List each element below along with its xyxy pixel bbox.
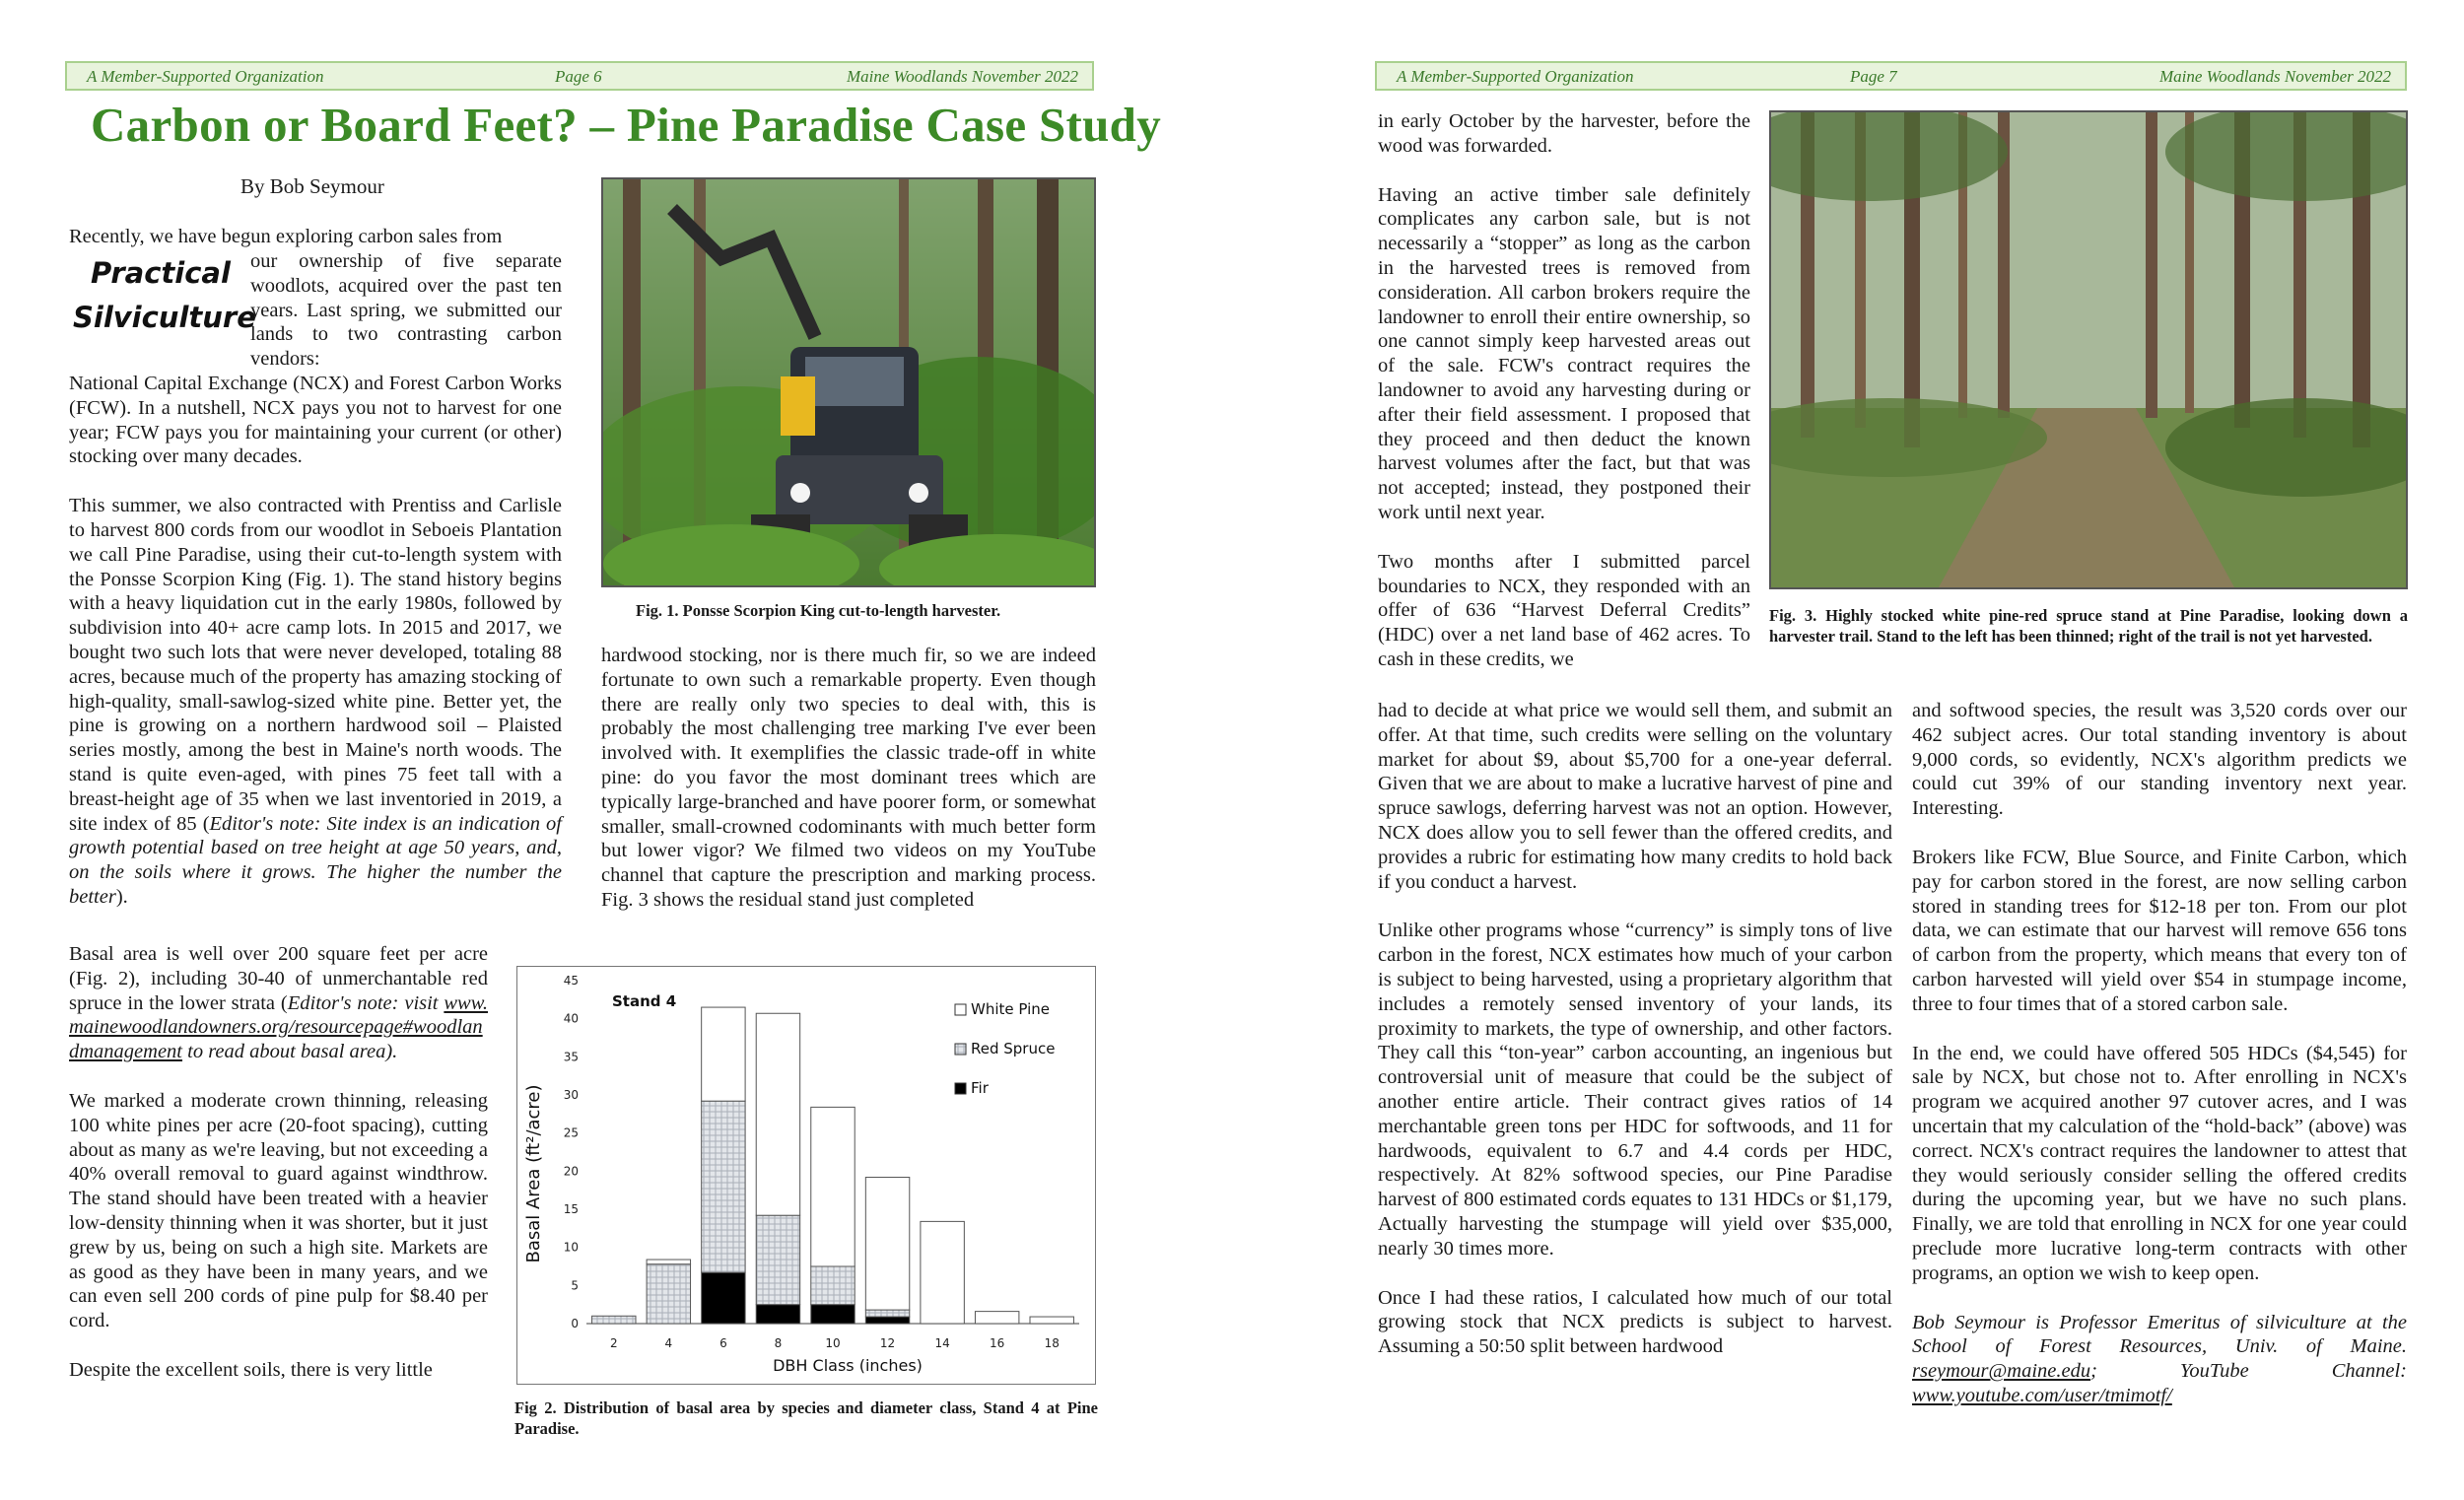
y-tick-label: 10 — [563, 1240, 579, 1255]
page-header — [65, 61, 1094, 91]
paragraph: Unlike other programs whose “currency” is simply tons of live carbon in the forest, NCX estimates how much of your carbon is subject to being harvested, using a proprietary algorithm that includes a remotely sensed inventory of your lands, its proximity to markets, the type of ownership, and other factors. They call this “ton-year” carbon accounting, an ingenious but controversial unit of measure that could be the subject of another entire article. Their contract gives ratios of 14 merchantable green tons per HDC for softwoods, and 11 for hardwoods, equivalent to 6.7 and 4.4 cords per HDC, respectively. At 82% softwood species, our Pine Paradise harvest of 800 estimated cords equates to 131 HDCs or $1,179, Actually harvesting the stumpage will yield over $35,000, nearly 30 times more. — [1378, 920, 1892, 1260]
bar-segment-red-spruce — [647, 1264, 690, 1324]
byline: By Bob Seymour — [240, 174, 384, 198]
bar-segment-fir — [811, 1305, 855, 1324]
chart-ylabel: Basal Area (ft²/acre) — [523, 1084, 544, 1263]
x-tick-label: 8 — [774, 1336, 783, 1350]
paragraph: Despite the excellent soils, there is very little — [69, 1358, 433, 1381]
editor-note: to read about basal area). — [182, 1041, 398, 1063]
header-org: A Member-Supported Organization — [1397, 67, 1634, 86]
practical-silviculture-logo-line2 — [73, 301, 256, 334]
y-tick-label: 35 — [563, 1050, 579, 1064]
paragraph: Having an active timber sale definitely complicates any carbon sale, but is not necessarily a “stopper” as long as the carbon in the harvested trees is removed from consideration. All carbon brokers require the landowner to enroll their entire ownership, so one cannot simply keep harvested areas out of the sale. FCW's contract requires the landowner to avoid any harvesting during or after their field assessment. I proposed that they proceed and then deduct the known harvest volumes after the fact, but that was not accepted; instead, they postponed their work until next year. — [1378, 183, 1750, 523]
paragraph-text: ). — [115, 885, 128, 908]
column-left — [1378, 699, 1892, 1384]
legend-label: White Pine — [971, 1000, 1051, 1018]
youtube-channel-link[interactable]: www.youtube.com/user/tmimotf/ — [1912, 1384, 2172, 1406]
column-2 — [601, 644, 1096, 937]
paragraph: We marked a moderate crown thinning, releasing 100 white pines per acre (20-foot spacing), cutting about as many as we're leaving, but not exceeding a 40% overall removal to guard against windthrow. The stand should have been treated with a heavier low-density thinning when it was shorter, but it just grew by us, being on such a high site. Markets are as good as they have been in many years, and we can even sell 200 cords of pine pulp for $8.40 per cord. — [69, 1089, 488, 1332]
paragraph: In the end, we could have offered 505 HDCs ($4,545) for sale by NCX, but chose not to. After enrolling in NCX's program we acquired another 97 cutover acres, and I was uncertain that my calculation of the “hold-back” (above) was correct. NCX's contract requires the landowner to attest that they would seriously consider selling the offered credits during the upcoming year, but we have no such plans. Finally, we are told that enrolling in NCX for one year could preclude more lucrative long-term contracts with other programs, an option we wish to keep open. — [1912, 1042, 2407, 1284]
bar-segment-red-spruce — [865, 1310, 909, 1317]
paragraph: and softwood species, the result was 3,520 cords over our 462 subject acres. Our total standing inventory is about 9,000 cords, so evidently, NCX's algorithm predicts we could cut 39% of our standing inventory next year. Interesting. — [1912, 700, 2407, 820]
bar-segment-white-pine — [811, 1107, 855, 1266]
y-tick-label: 30 — [563, 1088, 579, 1102]
chart-title: Stand 4 — [612, 992, 677, 1010]
column-1-lower — [69, 942, 488, 1407]
x-tick-label: 16 — [990, 1336, 1005, 1350]
x-tick-label: 10 — [825, 1336, 841, 1350]
basal-area-chart — [517, 967, 1094, 1383]
bar-segment-red-spruce — [702, 1101, 745, 1272]
x-tick-label: 4 — [664, 1336, 673, 1350]
fig1-harvester-photo — [601, 177, 1096, 587]
legend-swatch — [955, 1083, 966, 1094]
bar-segment-white-pine — [756, 1013, 799, 1215]
paragraph: National Capital Exchange (NCX) and Forest Carbon Works (FCW). In a nutshell, NCX pays you not to harvest for one year; FCW pays you for maintaining your current (or other) stocking over many decades. — [69, 373, 562, 468]
x-tick-label: 6 — [719, 1336, 727, 1350]
paragraph: Brokers like FCW, Blue Source, and Finite Carbon, which pay for carbon stored in the forest, are now selling carbon stored in standing trees for $12-18 per ton. From our plot data, we can estimate that our harvest will remove 656 tons of carbon from the property, which means that every ton of carbon harvested will yield over $54 in stumpage income, three to four times that of a stored carbon sale. — [1912, 846, 2407, 1015]
column-1-wrap — [250, 249, 562, 372]
paragraph-text: This summer, we also contracted with Prentiss and Carlisle to harvest 800 cords from our woodlot in Seboeis Plantation we call Pine Paradise, using their cut-to-length system with the Ponsse Scorpion King (Fig. 1). The stand history begins with a heavy liquidation cut in the early 1980s, followed by subdivision into 40+ acre camp lots. In 2015 and 2017, we bought two such lots that were never developed, totaling 88 acres, because much of the property has amazing stocking of high-quality, small-sawlog-sized white pine. Better yet, the pine is growing on a northern hardwood soil – Plaisted series mostly, among the best in Maine's north woods. The stand is quite even-aged, with pines 75 feet tall with a breast-height age of 35 when we last inventoried in 2019, a site index of 85 ( — [69, 495, 562, 835]
paragraph — [69, 494, 562, 910]
page-header — [1375, 61, 2407, 91]
legend-swatch — [955, 1044, 966, 1055]
bar-segment-red-spruce — [811, 1266, 855, 1305]
paragraph: hardwood stocking, nor is there much fir, so we are indeed fortunate to own such a remarkable property. Even though there are really only two species to deal with, this is probably the most challenging tree marking I've ever been involved with. It exemplifies the classic trade-off in white pine: do you favor the most dominant trees which are typically large-branched and have poorer form, or somewhat smaller, small-crowned codominants with much better form but lower vigor? We filmed two videos on my YouTube channel that capture the prescription and marking process. Fig. 3 shows the residual stand just completed — [601, 645, 1096, 911]
editor-note: Editor's note: visit — [287, 991, 445, 1014]
page-7 — [1232, 0, 2464, 1500]
x-tick-label: 12 — [879, 1336, 896, 1350]
bar-segment-fir — [865, 1317, 909, 1324]
fig3-caption: Fig. 3. Highly stocked white pine-red spruce stand at Pine Paradise, looking down a harvester trail. Stand to the left has been thinned; right of the trail is not yet harvested. — [1769, 606, 2408, 646]
column-right — [1912, 699, 2407, 1433]
y-tick-label: 25 — [563, 1125, 579, 1140]
bar-segment-white-pine — [865, 1178, 909, 1311]
y-tick-label: 40 — [563, 1011, 579, 1026]
header-page: Page 6 — [555, 67, 602, 86]
paragraph: had to decide at what price we would sell them, and submit an offer. At that time, such credits were selling on the voluntary market for about $9, about $5,700 for a one-year deferral. Given that we are about to make a lucrative harvest of pine and spruce sawlogs, deferring harvest was not an option. However, NCX does allow you to sell fewer than the offered credits, and provides a rubric for estimating how many credits to hold back if you conduct a harvest. — [1378, 700, 1892, 893]
column-1-body — [69, 372, 562, 910]
bar-segment-red-spruce — [756, 1215, 799, 1304]
logo-line-2: Silviculture — [73, 301, 256, 334]
paragraph — [69, 942, 488, 1064]
fig2-chart — [516, 966, 1096, 1385]
x-tick-label: 2 — [609, 1336, 618, 1350]
bio-text: ; YouTube Channel: — [2090, 1360, 2407, 1383]
legend-label: Red Spruce — [971, 1040, 1056, 1057]
fig3-pine-stand-photo — [1769, 110, 2408, 589]
bar-segment-white-pine — [921, 1221, 964, 1324]
author-bio — [1912, 1311, 2407, 1408]
y-tick-label: 5 — [571, 1278, 579, 1293]
practical-silviculture-logo — [91, 256, 231, 290]
paragraph: Recently, we have begun exploring carbon sales from — [69, 226, 503, 247]
article-title: Carbon or Board Feet? – Pine Paradise Case Study — [91, 98, 1162, 152]
header-page: Page 7 — [1850, 67, 1897, 86]
chart-xlabel: DBH Class (inches) — [773, 1356, 923, 1375]
logo-line-1: Practical — [91, 256, 231, 290]
header-issue: Maine Woodlands November 2022 — [2159, 67, 2391, 86]
y-tick-label: 0 — [571, 1317, 579, 1330]
fig2-caption: Fig 2. Distribution of basal area by species and diameter class, Stand 4 at Pine Paradise. — [514, 1398, 1098, 1438]
legend-label: Fir — [971, 1079, 989, 1097]
paragraph: Two months after I submitted parcel boundaries to NCX, they responded with an offer of 636 “Harvest Deferral Credits” (HDC) over a net land base of 462 acres. To cash in these credits, we — [1378, 550, 1750, 670]
paragraph: in early October by the harvester, before the wood was forwarded. — [1378, 110, 1750, 157]
bar-segment-white-pine — [1030, 1317, 1073, 1324]
paragraph-text: Basal area is well over 200 square feet per acre (Fig. 2), including 30-40 of unmerchantable red spruce in the lower strata ( — [69, 943, 488, 1014]
header-issue: Maine Woodlands November 2022 — [847, 67, 1078, 86]
bio-text: Bob Seymour is Professor Emeritus of silviculture at the School of Forest Resources, Univ. of Maine. — [1912, 1311, 2407, 1358]
woodland-management-link[interactable]: www.mainewoodlandowners.org/resourcepage#woodlandmanagement — [69, 991, 488, 1063]
y-tick-label: 20 — [563, 1164, 579, 1179]
x-tick-label: 14 — [934, 1336, 950, 1350]
bar-segment-fir — [756, 1305, 799, 1324]
column-a — [1378, 109, 1750, 697]
bar-segment-red-spruce — [592, 1316, 636, 1324]
bar-segment-fir — [702, 1272, 745, 1324]
paragraph: Once I had these ratios, I calculated how much of our total growing stock that NCX predicts is subject to harvest. Assuming a 50:50 split between hardwood — [1378, 1286, 1892, 1358]
bar-segment-white-pine — [702, 1007, 745, 1101]
paragraph: our ownership of five separate woodlots, acquired over the past ten years. Last spring, we submitted our lands to two contrasting carbon vendors: — [250, 250, 562, 371]
header-org: A Member-Supported Organization — [87, 67, 324, 86]
bar-segment-white-pine — [647, 1260, 690, 1264]
editor-note: Editor's note: Site index is an indication of growth potential based on tree height at age 50 years, and, on the soils where it grows. The higher the number the better — [69, 812, 562, 908]
y-tick-label: 45 — [563, 974, 579, 988]
x-tick-label: 18 — [1044, 1336, 1060, 1350]
column-1 — [69, 225, 562, 249]
legend-swatch — [955, 1004, 966, 1015]
author-email-link[interactable]: rseymour@maine.edu — [1912, 1360, 2091, 1383]
pine-stand-illustration — [1771, 112, 2406, 587]
bar-segment-white-pine — [975, 1312, 1018, 1324]
fig1-caption: Fig. 1. Ponsse Scorpion King cut-to-length harvester. — [636, 601, 1001, 620]
harvester-illustration — [603, 179, 1094, 585]
y-tick-label: 15 — [563, 1202, 579, 1216]
